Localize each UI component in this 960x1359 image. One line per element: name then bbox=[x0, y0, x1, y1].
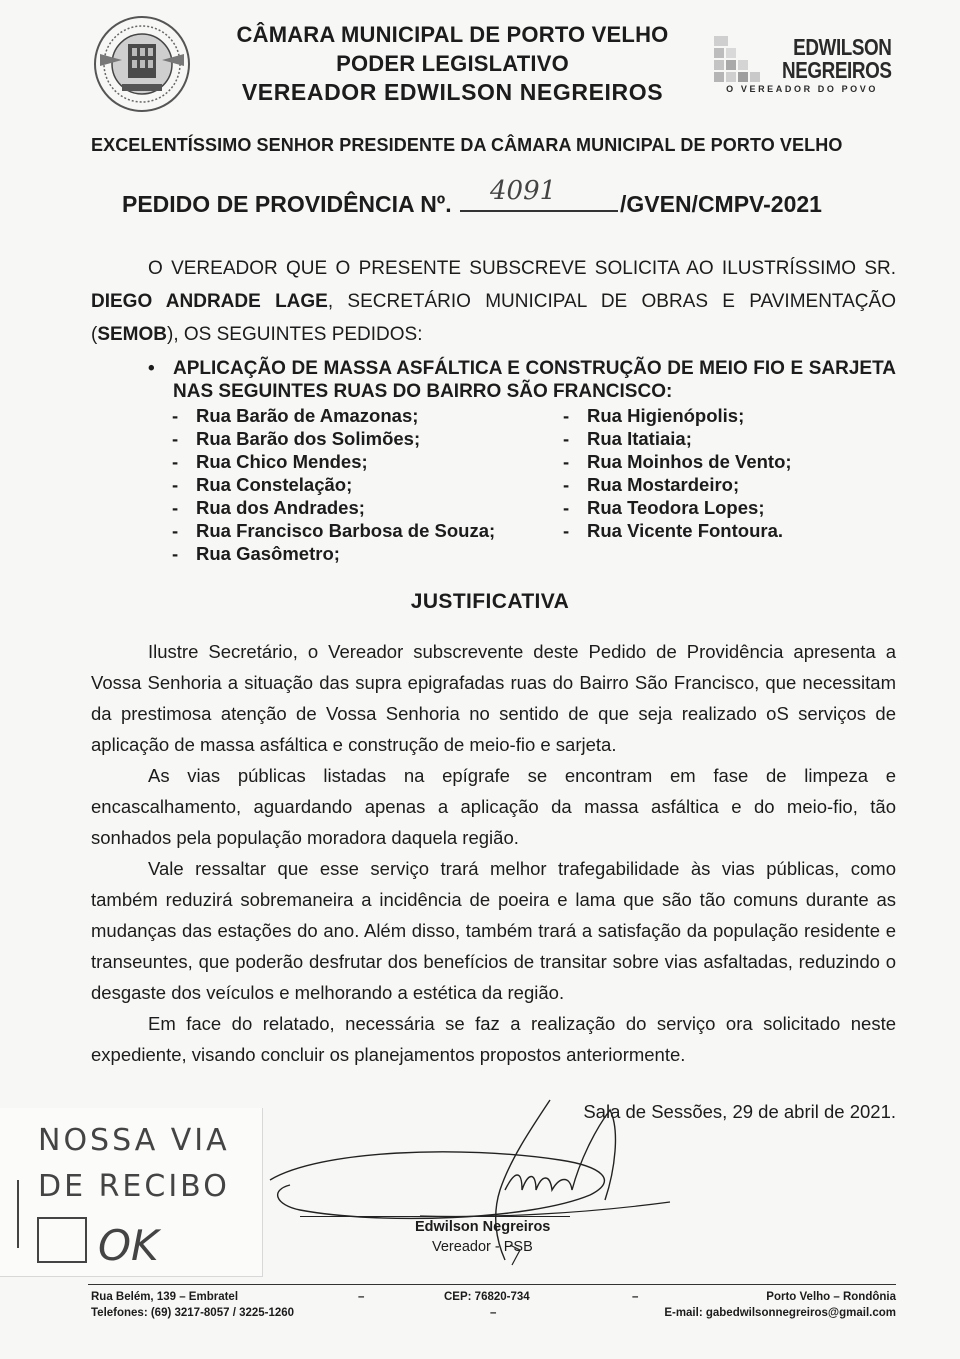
list-dash: - bbox=[172, 520, 179, 541]
street-name: Rua Barão de Amazonas; bbox=[196, 405, 419, 426]
brand-name-line2: NEGREIROS bbox=[782, 57, 892, 83]
street-name: Rua Higienópolis; bbox=[587, 405, 745, 426]
street-name: Rua Vicente Fontoura. bbox=[587, 520, 783, 541]
list-item bbox=[563, 450, 792, 473]
intro-text-2: , SECRETÁRIO MUNICIPAL DE OBRAS E PAVIMENTAÇÃO ( bbox=[91, 291, 896, 345]
list-item bbox=[172, 519, 495, 542]
street-name: Rua Barão dos Solimões; bbox=[196, 428, 421, 449]
secretary-name: DIEGO ANDRADE LAGE bbox=[91, 291, 328, 312]
footer-city: Porto Velho – Rondônia bbox=[766, 1291, 896, 1303]
request-item bbox=[148, 357, 896, 403]
street-name: Rua Moinhos de Vento; bbox=[587, 451, 792, 472]
footer-email: E-mail: gabedwilsonnegreiros@gmail.com bbox=[664, 1307, 896, 1319]
receipt-handwriting bbox=[0, 1108, 262, 1276]
street-name: Rua Francisco Barbosa de Souza; bbox=[196, 520, 496, 541]
footer-cep: CEP: 76820-734 bbox=[444, 1291, 530, 1303]
intro-text-1: O VEREADOR QUE O PRESENTE SUBSCREVE SOLICITA AO ILUSTRÍSSIMO SR. bbox=[148, 258, 896, 279]
list-item bbox=[172, 404, 495, 427]
footer-phones: Telefones: (69) 3217-8057 / 3225-1260 bbox=[91, 1307, 295, 1319]
list-dash: - bbox=[563, 520, 570, 541]
list-dash: - bbox=[563, 474, 570, 495]
list-item bbox=[563, 404, 792, 427]
street-name: Rua Teodora Lopes; bbox=[587, 497, 765, 518]
list-dash: - bbox=[172, 474, 179, 495]
intro-text-3: ), OS SEGUINTES PEDIDOS: bbox=[167, 324, 423, 345]
list-item bbox=[172, 427, 495, 450]
street-name: Rua Itatiaia; bbox=[587, 428, 692, 449]
paragraph: As vias públicas listadas na epígrafe se encontram em fase de limpeza e encascalhamento, aguardando apenas a aplicação da massa asfáltica e do meio-fio, tão sonhados pela população moradora daquela região. bbox=[91, 765, 896, 848]
brand-name-line1: EDWILSON bbox=[793, 34, 892, 60]
paragraph: Ilustre Secretário, o Vereador subscrevente deste Pedido de Providência apresenta a Vossa Senhoria a situação das supra epigrafadas ruas do Bairro São Francisco, que necessitam da prestimosa atenção de Vossa Senhoria no sentido de que seja realizado oS serviços de aplicação de massa asfáltica e construção de meio-fio e sarjeta. bbox=[91, 641, 896, 755]
list-dash: - bbox=[172, 497, 179, 518]
list-dash: - bbox=[172, 543, 179, 564]
brand-tagline: O VEREADOR DO POVO bbox=[726, 84, 878, 94]
request-number-blank bbox=[460, 176, 618, 212]
receipt-line2: DE RECIBO bbox=[38, 1169, 230, 1204]
bullet-icon: • bbox=[148, 358, 155, 379]
receipt-checkbox-icon bbox=[38, 1218, 86, 1262]
request-suffix: /GVEN/CMPV-2021 bbox=[619, 191, 822, 217]
street-name: Rua dos Andrades; bbox=[196, 497, 365, 518]
request-item-text: APLICAÇÃO DE MASSA ASFÁLTICA E CONSTRUÇÃO DE MEIO FIO E SARJETA NAS SEGUINTES RUAS DO BAIRRO SÃO FRANCISCO: bbox=[173, 358, 896, 402]
list-item bbox=[563, 473, 792, 496]
street-name: Rua Constelação; bbox=[196, 474, 353, 495]
street-name: Rua Gasômetro; bbox=[196, 543, 340, 564]
intro-paragraph bbox=[91, 252, 896, 351]
street-name: Rua Chico Mendes; bbox=[196, 451, 368, 472]
brand-name bbox=[783, 36, 892, 82]
addressee: EXCELENTÍSSIMO SENHOR PRESIDENTE DA CÂMARA MUNICIPAL DE PORTO VELHO bbox=[91, 135, 843, 155]
header-legislative: PODER LEGISLATIVO bbox=[336, 51, 569, 76]
footer-divider bbox=[88, 1284, 896, 1285]
justification-body bbox=[91, 636, 896, 1070]
receipt-note bbox=[0, 1108, 263, 1277]
chamber-seal-icon bbox=[92, 14, 192, 114]
list-dash: - bbox=[563, 405, 570, 426]
footer-separator: – bbox=[490, 1307, 497, 1319]
footer-separator: – bbox=[358, 1291, 365, 1303]
signer-role: Vereador - PSB bbox=[432, 1239, 533, 1255]
footer-separator: – bbox=[632, 1291, 639, 1303]
list-dash: - bbox=[172, 451, 179, 472]
request-number-line bbox=[122, 176, 822, 218]
receipt-ok: OK bbox=[98, 1221, 159, 1270]
street-list-left bbox=[172, 404, 495, 565]
street-name: Rua Mostardeiro; bbox=[587, 474, 740, 495]
request-number: 4091 bbox=[489, 176, 557, 206]
paragraph: Vale ressaltar que esse serviço trará melhor trafegabilidade às vias públicas, como também reduzirá sobremaneira a incidência de poeira e lama que são tão comuns durante as mudanças das estações do ano. Além disso, também trará a satisfação da população residente e transeuntes, que poderão desfrutar dos benefícios de transitar sobre vias asfaltadas, reduzindo o desgaste dos veículos e melhorando a estética da região. bbox=[91, 858, 896, 1003]
list-item bbox=[172, 450, 495, 473]
request-prefix: PEDIDO DE PROVIDÊNCIA Nº. bbox=[122, 191, 452, 217]
list-item bbox=[172, 496, 495, 519]
list-dash: - bbox=[563, 451, 570, 472]
list-dash: - bbox=[172, 405, 179, 426]
secretariat-acronym: SEMOB bbox=[97, 324, 168, 345]
list-dash: - bbox=[172, 428, 179, 449]
header-chamber: CÂMARA MUNICIPAL DE PORTO VELHO bbox=[236, 22, 669, 47]
brand-logo bbox=[712, 32, 892, 102]
list-dash: - bbox=[563, 428, 570, 449]
list-item bbox=[563, 496, 792, 519]
justification-heading: JUSTIFICATIVA bbox=[410, 590, 570, 613]
list-item bbox=[172, 542, 495, 565]
document-header bbox=[210, 20, 695, 107]
footer-address: Rua Belém, 139 – Embratel bbox=[91, 1291, 239, 1303]
street-list-right bbox=[563, 404, 792, 542]
list-item bbox=[563, 427, 792, 450]
list-dash: - bbox=[563, 497, 570, 518]
list-item bbox=[563, 519, 792, 542]
header-councilman: VEREADOR EDWILSON NEGREIROS bbox=[241, 79, 664, 105]
signature-line bbox=[300, 1216, 570, 1217]
closing-date: Sala de Sessões, 29 de abril de 2021. bbox=[583, 1101, 896, 1122]
receipt-line1: NOSSA VIA bbox=[38, 1123, 230, 1158]
list-item bbox=[172, 473, 495, 496]
paragraph: Em face do relatado, necessária se faz a realização do serviço ora solicitado neste expediente, visando concluir os planejamentos propostos anteriormente. bbox=[91, 1013, 896, 1065]
signer-name: Edwilson Negreiros bbox=[415, 1219, 551, 1235]
